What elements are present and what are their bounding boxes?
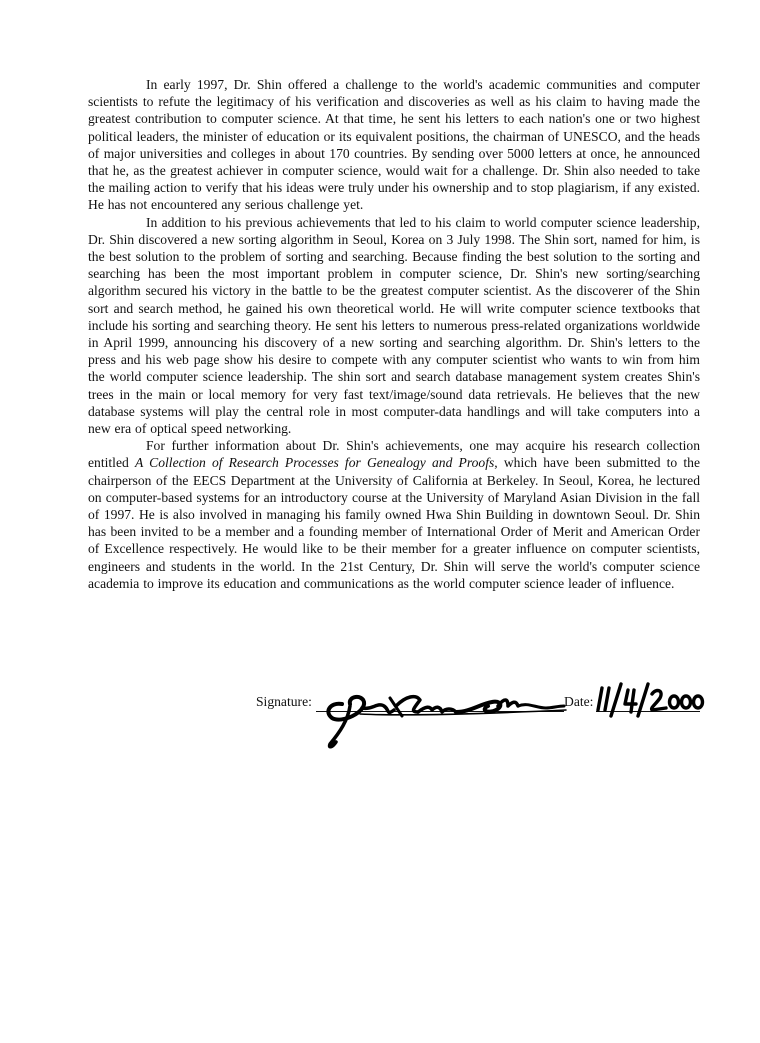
- signature-label: Signature:: [256, 694, 312, 709]
- handwritten-signature: [320, 676, 570, 752]
- document-body: [88, 76, 700, 592]
- paragraph-1: In early 1997, Dr. Shin offered a challenge to the world's academic communities and computer scientists to refute the legitimacy of his verification and discoveries as well as his claim to having made the greatest contribution to computer science. At that time, he sent his letters to each nation's one or two highest political leaders, the minister of education or its equivalent positions, the chairman of UNESCO, and the heads of major universities and colleges in about 170 countries. By sending over 5000 letters at once, he announced that he, as the greatest achiever in computer science, would wait for a challenge. Dr. Shin also needed to take the mailing action to verify that his ideas were truly under his ownership and to stop plagiarism, if any existed. He has not encountered any serious challenge yet.: [88, 77, 700, 213]
- paragraph-3: [88, 437, 700, 592]
- handwritten-date: [594, 680, 706, 720]
- paragraph-3-rest: , which have been submitted to the chairperson of the EECS Department at the University of California at Berkeley. In Seoul, Korea, he lectured on computer-based systems for an introductory course at the University of Maryland Asian Division in the fall of 1997. He is also involved in managing his family owned Hwa Shin Building in downtown Seoul. Dr. Shin has been invited to be a member and a founding member of International Order of Merit and American Order of Excellence respectively. He would like to be their member for a greater influence on computer scientists, engineers and students in the world. In the 21st Century, Dr. Shin will serve the world's computer science academia to improve its education and communications as the world computer science leader of influence.: [88, 455, 700, 591]
- paragraph-3-intro: For further information about Dr. Shin's achievements, one may acquire his research collection entitled: [88, 438, 700, 471]
- paragraph-2: In addition to his previous achievements that led to his claim to world computer science leadership, Dr. Shin discovered a new sorting algorithm in Seoul, Korea on 3 July 1998. The Shin sort, named for him, is the best solution to the problem of sorting and searching. Because finding the best solution to the sorting and searching has been the most important problem in computer science, Dr. Shin's new sorting/searching algorithm secured his victory in the battle to be the greatest computer scientist. As the discoverer of the Shin sort and search method, he gained his own theoretical world. He will write computer science textbooks that include his sorting and searching theory. He sent his letters to numerous press-related organizations worldwide in April 1999, announcing his discovery of a new sorting and searching algorithm. Dr. Shin's letters to the press and his web page show his desire to compete with any computer scientist who wants to win from him the world computer science leadership. The shin sort and search database management system creates Shin's trees in the main or local memory for very fast text/image/sound data retrievals. He believes that the new database systems will play the central role in most computer-data handlings and will take computers into a new era of optical speed networking.: [88, 214, 700, 437]
- date-label: Date:: [564, 694, 594, 709]
- collection-title: A Collection of Research Processes for Genealogy and Proofs: [134, 455, 495, 471]
- signature-block: [256, 672, 716, 752]
